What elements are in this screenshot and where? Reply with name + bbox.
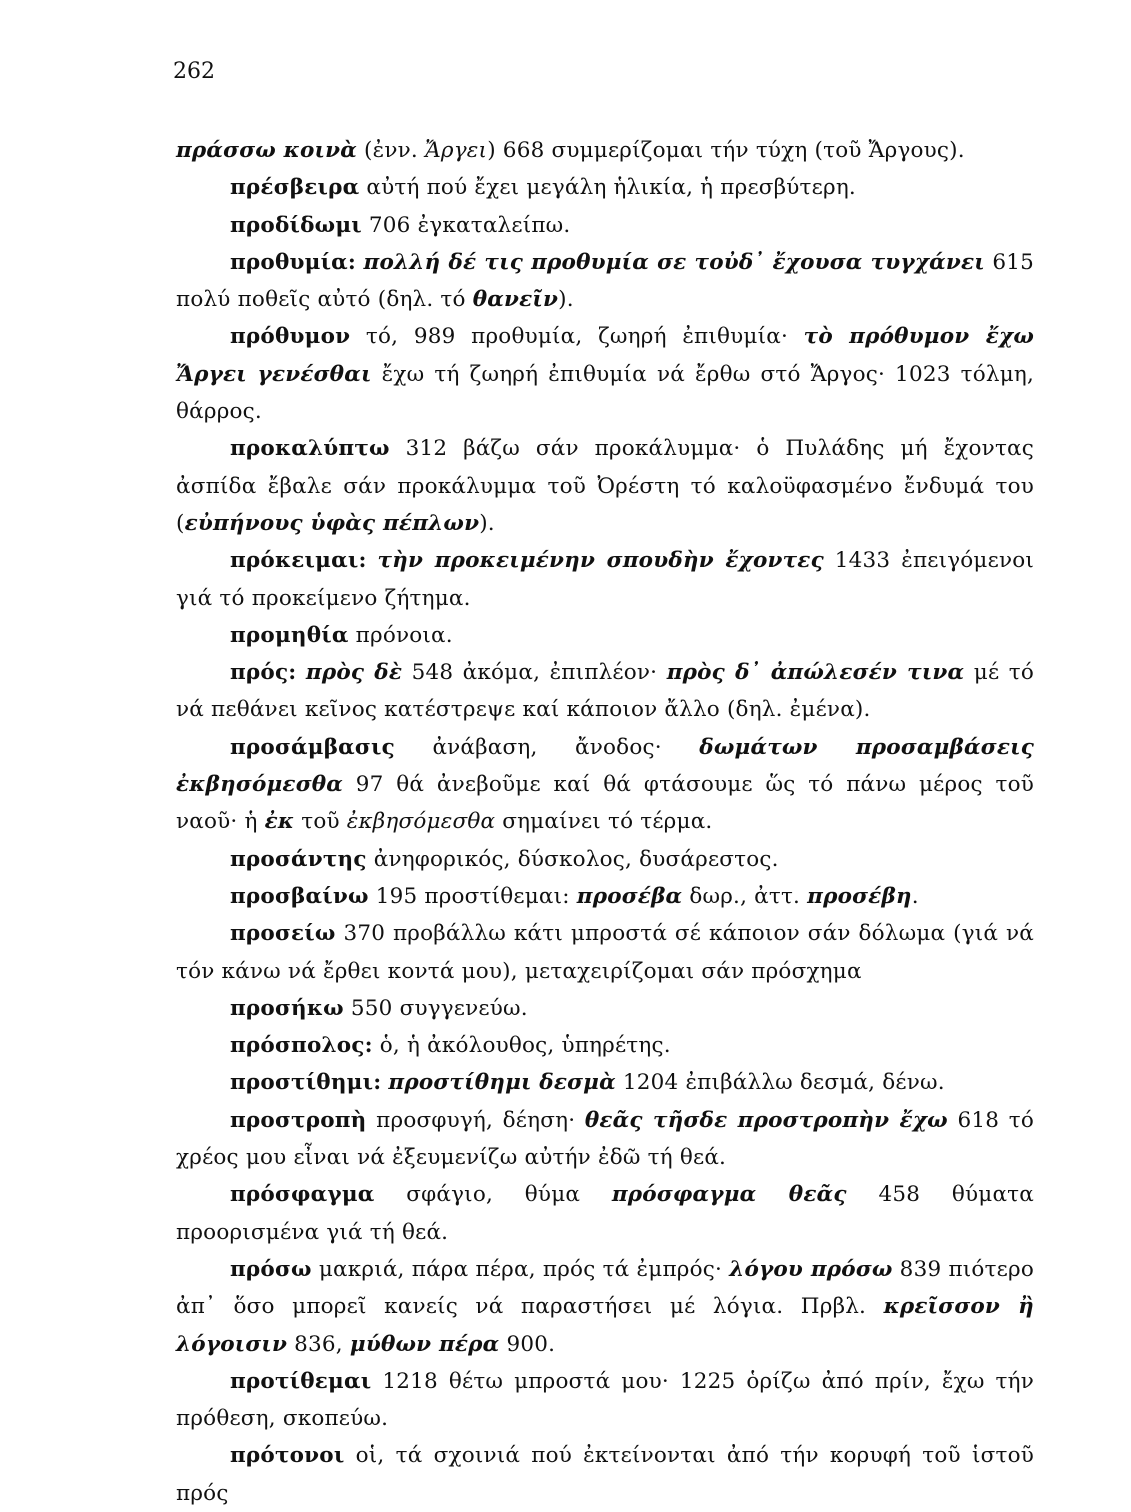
definition-text: ) 668 συμμερίζομαι τήν τύχη (τοῦ Ἄργους). — [487, 138, 965, 163]
glossary-entry — [176, 990, 1034, 1027]
quoted-phrase: τὸ πρόθυμον ἔχω Ἄργει γενέσθαι — [176, 324, 1034, 387]
quoted-phrase: προστίθημι δεσμὰ — [388, 1070, 616, 1096]
glossary-entry — [176, 1102, 1034, 1177]
headword: προστίθημι: — [230, 1070, 382, 1096]
quoted-phrase: πρὸς δ᾽ ἀπώλεσέν τινα — [666, 660, 965, 686]
headword: προσάντης — [230, 846, 367, 872]
quoted-phrase: προσέβα — [576, 883, 683, 909]
headword: προστροπὴ — [230, 1107, 367, 1133]
quoted-phrase: δωμάτων προσαμβάσεις ἐκβησόμεσθα — [176, 734, 1034, 798]
glossary-entry — [176, 542, 1034, 617]
glossary-entry — [176, 617, 1034, 654]
quoted-phrase: τὴν προκειμένην σπουδὴν ἔχοντες — [377, 548, 824, 574]
definition-text: 1204 ἐπιβάλλω δεσμά, δένω. — [615, 1070, 945, 1096]
quoted-phrase: θεᾶς τῆσδε προστροπὴν ἔχω — [584, 1107, 948, 1133]
glossary-entry — [176, 878, 1034, 915]
glossary-entry — [176, 1176, 1034, 1251]
headword: πρόσω — [230, 1256, 312, 1282]
definition-text: 97 θά ἀνεβοῦμε καί θά φτάσουμε ὥς τό πάνω μέρος τοῦ ναοῦ· ἡ — [176, 772, 1034, 835]
glossary-entry — [176, 915, 1034, 990]
headword: πρότονοι — [230, 1443, 345, 1469]
glossary-text — [176, 132, 1034, 1512]
definition-text: αὐτή πού ἔχει μεγάλη ἡλικία, ἡ πρεσβύτερη. — [359, 175, 856, 201]
definition-text: . — [911, 883, 919, 909]
definition-text: 618 τό χρέος μου εἶναι νά ἐξευμενίζω αὐτήν ἐδῶ τή θεά. — [176, 1107, 1034, 1171]
quoted-phrase: κρεῖσσον ἢ λόγοισιν — [176, 1294, 1035, 1357]
definition-text: ὁ, ἡ ἀκόλουθος, ὑπηρέτης. — [372, 1033, 671, 1059]
headword: προσήκω — [230, 995, 344, 1021]
definition-text: 706 ἐγκαταλείπω. — [361, 212, 571, 238]
definition-text: 370 προβάλλω κάτι μπροστά σέ κάποιον σάν δόλωμα (γιά νά τόν κάνω νά ἔρθει κοντά μου), μεταχειρίζομαι σάν πρόσχημα — [176, 921, 1034, 984]
definition-text: 550 συγγενεύω. — [343, 995, 528, 1021]
headword: προσείω — [230, 921, 336, 947]
glossary-entry — [176, 207, 1034, 244]
quoted-phrase: θανεῖν — [472, 287, 559, 313]
quoted-phrase: πολλή δέ τις προθυμία σε τοὐδ᾽ ἔχουσα τυγχάνει — [363, 249, 985, 275]
definition-text: σφάγιο, θύμα — [374, 1182, 612, 1208]
quoted-phrase: λόγου πρόσω — [729, 1256, 893, 1282]
quoted-phrase: προσέβη — [807, 883, 912, 909]
headword: πρόκειμαι: — [230, 548, 367, 574]
glossary-entry — [176, 244, 1034, 319]
definition-text: 312 βάζω σάν προκάλυμμα· ὁ Πυλάδης μή ἔχοντας ἀσπίδα ἔβαλε σάν προκάλυμμα τοῦ Ὀρέστη τό καλοϋφασμένο ἔνδυμά του ( — [176, 436, 1034, 536]
glossary-entry — [176, 318, 1034, 430]
headword: προθυμία: — [230, 249, 357, 275]
glossary-entry — [176, 169, 1034, 206]
glossary-entry — [176, 430, 1034, 542]
glossary-entry — [176, 132, 1034, 169]
definition-text: ). — [558, 287, 574, 313]
definition-text — [356, 250, 363, 275]
glossary-entry — [176, 1064, 1034, 1101]
quoted-phrase: πρὸς δὲ — [305, 660, 403, 686]
definition-text: ἀνηφορικός, δύσκολος, δυσάρεστος. — [366, 846, 779, 872]
definition-text: δωρ., ἀττ. — [682, 883, 808, 909]
quoted-phrase: ἐκβησόμεσθα — [346, 809, 496, 835]
headword: προσβαίνω — [230, 883, 369, 909]
glossary-entry — [176, 1251, 1034, 1363]
definition-text: 195 προστίθεμαι: — [368, 883, 577, 909]
glossary-entry — [176, 1027, 1034, 1064]
definition-text: πρόνοια. — [348, 622, 453, 648]
definition-text: 1218 θέτω μπροστά μου· 1225 ὁρίζω ἀπό πρίν, ἔχω τήν πρόθεση, σκοπεύω. — [176, 1368, 1034, 1432]
quoted-phrase: πρόσφαγμα θεᾶς — [611, 1182, 847, 1208]
headword: πρόθυμον — [230, 324, 351, 350]
headword: πρός: — [230, 660, 297, 686]
quoted-phrase: ἐκ — [264, 809, 295, 835]
definition-text: 839 πιότερο ἀπ᾽ ὅσο μπορεῖ κανείς νά παραστήσει μέ λόγια. Πρβλ. — [176, 1256, 1034, 1320]
definition-text: σημαίνει τό τέρμα. — [495, 809, 713, 835]
headword: προτίθεμαι — [230, 1368, 372, 1394]
definition-text: ). — [479, 510, 495, 536]
page-number: 262 — [173, 59, 215, 84]
glossary-entry — [176, 1437, 1034, 1512]
quoted-phrase: Ἄργει — [424, 138, 488, 163]
definition-text: (ἐνν. — [356, 138, 425, 163]
definition-text — [367, 548, 378, 573]
glossary-entry — [176, 654, 1034, 729]
definition-text: 1433 ἐπειγόμενοι γιά τό προκείμενο ζήτημα. — [176, 548, 1034, 611]
headword: πρόσπολος: — [230, 1033, 373, 1059]
quoted-phrase: μύθων πέρα — [349, 1331, 500, 1357]
headword: προκαλύπτω — [230, 436, 390, 462]
headword: προσάμβασις — [230, 734, 395, 760]
definition-text: ἀνάβαση, ἄνοδος· — [394, 734, 700, 760]
definition-text: προσφυγή, δέηση· — [366, 1107, 585, 1133]
quoted-phrase: εὐπήνους ὑφὰς πέπλων — [184, 510, 480, 536]
definition-text: 615 πολύ ποθεῖς αὐτό (δηλ. τό — [176, 249, 1035, 313]
headword: προμηθία — [230, 622, 349, 648]
definition-text: 836, — [287, 1331, 350, 1357]
definition-text: τοῦ — [294, 809, 347, 835]
definition-text: μακριά, πάρα πέρα, πρός τά ἐμπρός· — [311, 1256, 730, 1282]
headword: προδίδωμι — [230, 212, 362, 238]
definition-text: μέ τό νά πεθάνει κεῖνος κατέστρεψε καί κάποιον ἄλλο (δηλ. ἐμένα). — [176, 660, 1034, 723]
quoted-phrase: πράσσω κοινὰ — [176, 138, 357, 163]
definition-text: οἱ, τά σχοινιά πού ἐκτείνονται ἀπό τήν κορυφή τοῦ ἱστοῦ πρός — [176, 1443, 1034, 1506]
definition-text: ἔχω τή ζωηρή ἐπιθυμία νά ἔρθω στό Ἄργος· 1023 τόλμη, θάρρος. — [176, 361, 1034, 425]
headword: πρόσφαγμα — [230, 1182, 375, 1208]
glossary-entry — [176, 729, 1034, 841]
glossary-entry — [176, 841, 1034, 878]
definition-text: 900. — [499, 1331, 556, 1357]
definition-text: 548 ἀκόμα, ἐπιπλέον· — [402, 660, 667, 686]
headword: πρέσβειρα — [230, 175, 360, 201]
definition-text: τό, 989 προθυμία, ζωηρή ἐπιθυμία· — [350, 324, 804, 350]
definition-text — [296, 660, 305, 685]
glossary-entry — [176, 1363, 1034, 1438]
definition-text: 458 θύματα προορισμένα γιά τή θεά. — [176, 1182, 1034, 1245]
